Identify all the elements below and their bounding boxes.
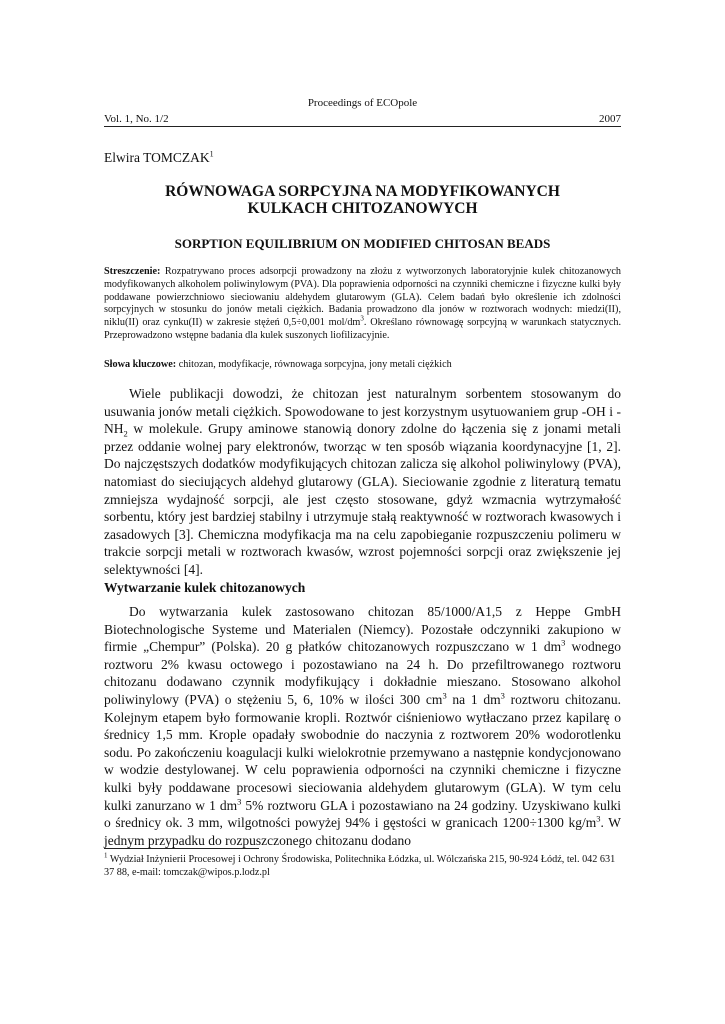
section-heading: Wytwarzanie kulek chitozanowych: [104, 580, 306, 595]
section-sup-3: 3: [500, 690, 505, 701]
abstract-label: Streszczenie:: [104, 266, 161, 277]
section-text-4: roztworu chitozanu. Kolejnym etapem było formowanie kropli. Roztwór ciśnieniowo wytłaczano przez kapilarę o średnicy 1,5 mm. Krople opadały swobodnie do naczynia z roztworem 20% wodorotlenku sodu. Po zakończeniu koagulacji kulki wielokrotnie przemywano a następnie kondycjonowano w wodzie destylowanej. W celu poprawienia odporności na czynniki chemiczne i fizyczne kulki były poddawane procesowi sieciowania aldehydem glutarowym (GLA). W tym celu kulki zanurzano w 1 dm: [104, 691, 621, 813]
intro-paragraph: [104, 385, 621, 579]
section-sup-4: 3: [237, 796, 242, 807]
footnote-mark: 1: [104, 851, 108, 860]
section-sup-5: 3: [596, 813, 601, 824]
year-label: 2007: [599, 113, 621, 125]
title-english: SORPTION EQUILIBRIUM ON MODIFIED CHITOSAN BEADS: [174, 236, 551, 251]
section-sup-1: 3: [561, 637, 566, 648]
author-footnote-mark: 1: [209, 149, 214, 159]
keywords-label: Słowa kluczowe:: [104, 359, 177, 370]
footnote-text: Wydział Inżynierii Procesowej i Ochrony Środowiska, Politechnika Łódzka, ul. Wólczańska 215, 90-924 Łódź, tel. 042 631 37 88, e-mail: tomczak@wipos.p.lodz.pl: [104, 854, 616, 878]
keywords-text: chitozan, modyfikacje, równowaga sorpcyjna, jony metali ciężkich: [176, 359, 452, 370]
section-paragraph: [104, 603, 621, 849]
title-polish: [104, 183, 621, 217]
section-text-1: Do wytwarzania kulek zastosowano chitozan 85/1000/A1,5 z Heppe GmbH Biotechnologische Systeme und Materialen (Niemcy). Pozostałe odczynniki zakupiono w firmie „Chempur” (Polska). 20 g płatków chitozanowych rozpuszczano w 1 dm: [104, 604, 621, 655]
section-text-2: wodnego roztworu 2% kwasu octowego i pozostawiano na 24 h. Do przefiltrowanego roztworu chitozanu dodawano czynnik modyfikujący i dokładnie mieszano. Stosowano alkohol poliwinylowy (PVA) o stężeniu 5, 6, 10% w ilości 300 cm: [104, 639, 621, 707]
keywords: [104, 359, 621, 372]
section-sup-2: 3: [442, 690, 447, 701]
footnote: [104, 853, 621, 879]
intro-text-1: Wiele publikacji dowodzi, że chitozan jest naturalnym sorbentem stosowanym do usuwania jonów metali ciężkich. Spowodowane to jest korzystnym usytuowaniem grup -OH i -NH: [104, 386, 621, 437]
volume-label: Vol. 1, No. 1/2: [104, 113, 169, 125]
header-rule: [104, 126, 621, 127]
abstract-text-2: . Określano równowagę sorpcyjną w warunkach statycznych. Przeprowadzono wstępne badania dla kulek suszonych liofilizacyjnie.: [104, 317, 621, 341]
section-text-5: 5% roztworu GLA i pozostawiano na 24 godziny. Uzyskiwano kulki o średnicy ok. 3 mm, wilgotności powyżej 94% i gęstości w granicach 1200÷1300 kg/m: [104, 797, 621, 831]
abstract-text-1: Rozpatrywano proces adsorpcji prowadzony na złożu z wytworzonych laboratoryjnie kulek chitozanowych modyfikowanych alkoholem poliwinylowym (PVA). Dla poprawienia odporności na czynniki chemiczne i fizyczne kulki były poddawane powierzchniowo sieciowaniu aldehydem glutarowym (GLA). Celem badań było określenie ich zdolności sorpcyjnych w stosunku do jonów metali ciężkich. Badania prowadzono dla jonów w roztworach wodnych: miedzi(II), niklu(II) oraz cynku(II) w zakresie stężeń 0,5÷0,001 mol/dm: [104, 266, 621, 329]
abstract: [104, 266, 621, 343]
section-text-6: . W jednym przypadku do rozpuszczonego chitozanu dodano: [104, 815, 621, 848]
footnote-rule: [104, 848, 259, 849]
journal-header: Proceedings of ECOpole: [307, 97, 418, 109]
author-line: [104, 150, 214, 166]
intro-text-2: w molekule. Grupy aminowe stanowią donory zdolne do łączenia się z jonami metali przez oddanie wolnej pary elektronów, tworząc w ten sposób wiązania koordynacyjne [1, 2]. Do najczęstszych dodatków modyfikujących chitozan zalicza się alkohol poliwinylowy (PVA), natomiast do sieciujących aldehyd glutarowy (GLA). Sieciowanie zgodnie z literaturą tematu zmniejsza wydajność sorpcji, ale jest często stosowane, gdyż wzmacnia wytrzymałość sorbentu, który jest bardziej stabilny i utrzymuje stałą reaktywność w roztworach kwasowych i zasadowych [3]. Chemiczna modyfikacja ma na celu zapobieganie rozpuszczeniu polimeru w trakcie sorpcji metali w roztworach kwasów, wzrost pojemności sorpcji oraz zwiększenie jej selektywności [4].: [104, 421, 621, 577]
intro-sub: 2: [123, 428, 128, 439]
author-name: Elwira TOMCZAK: [104, 150, 210, 165]
section-text-3: na 1 dm: [446, 691, 501, 707]
title-pl-line-2: KULKACH CHITOZANOWYCH: [247, 200, 478, 217]
title-pl-line-1: RÓWNOWAGA SORPCYJNA NA MODYFIKOWANYCH: [165, 183, 560, 200]
abstract-sup: 3: [360, 314, 364, 323]
